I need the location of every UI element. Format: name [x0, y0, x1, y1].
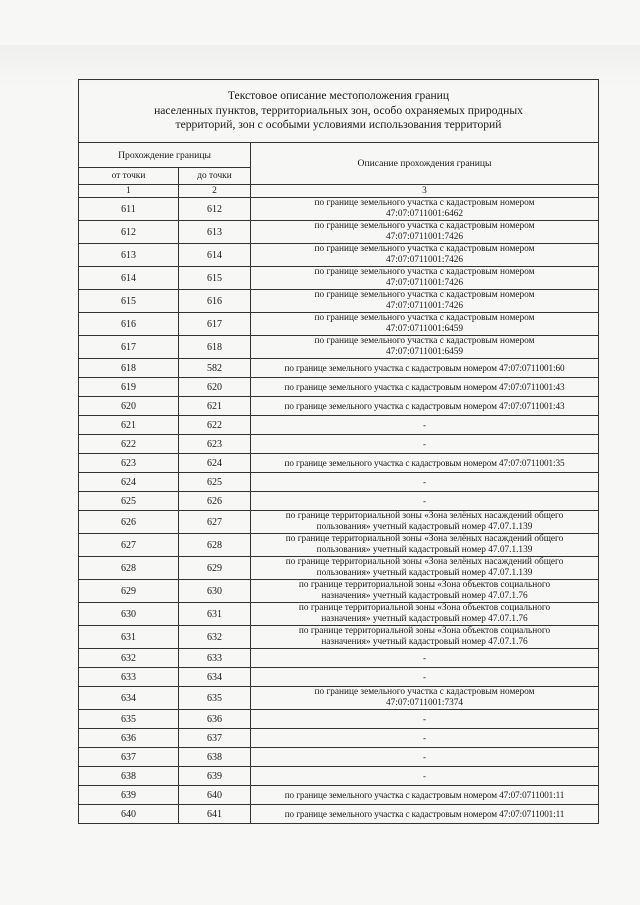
table-row — [79, 668, 599, 687]
table-row — [79, 267, 599, 290]
document-title — [79, 80, 599, 143]
table-row — [79, 221, 599, 244]
description-line: 47:07:0711001:7426 — [385, 232, 464, 242]
description-cell — [251, 313, 599, 336]
from-point-cell: 622 — [79, 435, 179, 454]
from-point-cell: 623 — [79, 454, 179, 473]
description-cell — [251, 557, 599, 580]
boundary-description-table — [78, 79, 599, 824]
description-cell — [251, 534, 599, 557]
column-number-1: 1 — [79, 185, 179, 198]
description-line: по границе земельного участка с кадастровым номером — [314, 198, 535, 209]
description-cell — [251, 786, 599, 805]
table-row — [79, 729, 599, 748]
from-point-cell: 630 — [79, 603, 179, 626]
description-line: - — [423, 732, 426, 743]
from-point-cell: 616 — [79, 313, 179, 336]
description-line: по границе территориальной зоны «Зона объектов социального — [298, 580, 551, 591]
description-line: по границе земельного участка с кадастровым номером — [314, 290, 535, 301]
description-cell — [251, 221, 599, 244]
from-point-cell: 638 — [79, 767, 179, 786]
description-line: - — [423, 770, 426, 781]
description-cell — [251, 267, 599, 290]
table-row — [79, 626, 599, 649]
description-cell — [251, 710, 599, 729]
table-row — [79, 767, 599, 786]
description-line: - — [423, 751, 426, 762]
to-point-cell: 620 — [179, 378, 251, 397]
table-row — [79, 649, 599, 668]
to-point-cell: 639 — [179, 767, 251, 786]
description-cell — [251, 729, 599, 748]
description-cell — [251, 336, 599, 359]
to-point-cell: 612 — [179, 198, 251, 221]
table-row — [79, 687, 599, 710]
from-point-cell: 615 — [79, 290, 179, 313]
description-line: по границе земельного участка с кадастровым номером — [314, 221, 535, 232]
to-point-cell: 625 — [179, 473, 251, 492]
description-line: 47:07:0711001:7426 — [385, 301, 464, 311]
description-line: 47:07:0711001:7374 — [385, 698, 464, 708]
from-point-cell: 640 — [79, 805, 179, 824]
from-point-cell: 621 — [79, 416, 179, 435]
description-cell — [251, 359, 599, 378]
from-point-cell: 613 — [79, 244, 179, 267]
table-row — [79, 435, 599, 454]
to-point-cell: 615 — [179, 267, 251, 290]
table-row — [79, 336, 599, 359]
from-point-cell: 620 — [79, 397, 179, 416]
table-row — [79, 416, 599, 435]
table-row — [79, 511, 599, 534]
description-line: 47:07:0711001:6462 — [385, 209, 464, 219]
to-point-cell: 641 — [179, 805, 251, 824]
description-line: пользования» учетный кадастровый номер 47.07.1.139 — [316, 568, 533, 578]
from-point-cell: 631 — [79, 626, 179, 649]
from-point-cell: 619 — [79, 378, 179, 397]
table-row — [79, 603, 599, 626]
description-line: по границе земельного участка с кадастровым номером 47:07:0711001:11 — [284, 808, 565, 819]
description-line: по границе земельного участка с кадастровым номером — [314, 687, 535, 698]
to-point-cell: 627 — [179, 511, 251, 534]
description-cell — [251, 378, 599, 397]
to-point-cell: 640 — [179, 786, 251, 805]
description-line: - — [423, 419, 426, 430]
title-line-2: населенных пунктов, территориальных зон, особо охраняемых природных — [154, 103, 523, 117]
description-line: по границе земельного участка с кадастровым номером — [314, 313, 535, 324]
description-cell — [251, 805, 599, 824]
description-line: по границе земельного участка с кадастровым номером 47:07:0711001:35 — [284, 457, 565, 468]
table-row — [79, 786, 599, 805]
table-row — [79, 748, 599, 767]
description-line: по границе земельного участка с кадастровым номером 47:07:0711001:43 — [284, 400, 565, 411]
table-row — [79, 710, 599, 729]
from-point-cell: 636 — [79, 729, 179, 748]
from-point-cell: 625 — [79, 492, 179, 511]
description-cell — [251, 580, 599, 603]
to-point-cell: 633 — [179, 649, 251, 668]
to-point-cell: 613 — [179, 221, 251, 244]
table-body — [79, 198, 599, 824]
to-point-cell: 623 — [179, 435, 251, 454]
description-line: по границе земельного участка с кадастровым номером — [314, 267, 535, 278]
description-line: назначения» учетный кадастровый номер 47.07.1.76 — [321, 614, 528, 624]
table-row — [79, 397, 599, 416]
description-line: - — [423, 671, 426, 682]
table-row — [79, 805, 599, 824]
from-point-cell: 627 — [79, 534, 179, 557]
from-point-cell: 633 — [79, 668, 179, 687]
description-cell — [251, 397, 599, 416]
to-point-cell: 617 — [179, 313, 251, 336]
description-line: по границе территориальной зоны «Зона зелёных насаждений общего — [285, 511, 564, 522]
from-point-cell: 612 — [79, 221, 179, 244]
to-point-cell: 628 — [179, 534, 251, 557]
to-point-cell: 637 — [179, 729, 251, 748]
table-row — [79, 534, 599, 557]
from-point-cell: 635 — [79, 710, 179, 729]
description-cell — [251, 290, 599, 313]
description-line: по границе территориальной зоны «Зона объектов социального — [298, 626, 551, 637]
to-point-cell: 631 — [179, 603, 251, 626]
table-row — [79, 290, 599, 313]
title-line-1: Текстовое описание местоположения границ — [227, 89, 450, 103]
description-line: 47:07:0711001:6459 — [385, 324, 464, 334]
from-point-cell: 637 — [79, 748, 179, 767]
description-cell — [251, 626, 599, 649]
description-line: - — [423, 713, 426, 724]
table-row — [79, 378, 599, 397]
description-line: - — [423, 495, 426, 506]
description-line: по границе территориальной зоны «Зона зелёных насаждений общего — [285, 534, 564, 545]
description-line: по границе земельного участка с кадастровым номером 47:07:0711001:60 — [284, 362, 565, 373]
header-to-point: до точки — [179, 168, 251, 185]
from-point-cell: 617 — [79, 336, 179, 359]
description-line: по границе территориальной зоны «Зона зелёных насаждений общего — [285, 557, 564, 568]
column-number-2: 2 — [179, 185, 251, 198]
from-point-cell: 624 — [79, 473, 179, 492]
description-line: по границе земельного участка с кадастровым номером 47:07:0711001:11 — [284, 789, 565, 800]
table-row — [79, 454, 599, 473]
description-line: по границе земельного участка с кадастровым номером 47:07:0711001:43 — [284, 381, 565, 392]
table-row — [79, 492, 599, 511]
to-point-cell: 624 — [179, 454, 251, 473]
table-row — [79, 198, 599, 221]
description-cell — [251, 767, 599, 786]
to-point-cell: 634 — [179, 668, 251, 687]
from-point-cell: 632 — [79, 649, 179, 668]
to-point-cell: 621 — [179, 397, 251, 416]
from-point-cell: 614 — [79, 267, 179, 290]
column-number-3: 3 — [251, 185, 599, 198]
to-point-cell: 626 — [179, 492, 251, 511]
from-point-cell: 626 — [79, 511, 179, 534]
description-cell — [251, 492, 599, 511]
to-point-cell: 622 — [179, 416, 251, 435]
description-cell — [251, 511, 599, 534]
header-passage: Прохождение границы — [79, 143, 251, 168]
to-point-cell: 632 — [179, 626, 251, 649]
description-line: по границе территориальной зоны «Зона объектов социального — [298, 603, 551, 614]
description-cell — [251, 244, 599, 267]
to-point-cell: 618 — [179, 336, 251, 359]
title-line-3: территорий, зон с особыми условиями использования территорий — [175, 118, 502, 132]
description-line: - — [423, 652, 426, 663]
description-line: по границе земельного участка с кадастровым номером — [314, 244, 535, 255]
from-point-cell: 634 — [79, 687, 179, 710]
description-line: назначения» учетный кадастровый номер 47.07.1.76 — [321, 591, 528, 601]
description-line: по границе земельного участка с кадастровым номером — [314, 336, 535, 347]
description-cell — [251, 668, 599, 687]
from-point-cell: 639 — [79, 786, 179, 805]
description-cell — [251, 687, 599, 710]
description-cell — [251, 454, 599, 473]
description-line: - — [423, 438, 426, 449]
description-line: - — [423, 476, 426, 487]
description-cell — [251, 649, 599, 668]
to-point-cell: 582 — [179, 359, 251, 378]
from-point-cell: 611 — [79, 198, 179, 221]
document-sheet — [78, 79, 598, 824]
to-point-cell: 635 — [179, 687, 251, 710]
to-point-cell: 636 — [179, 710, 251, 729]
header-from-point: от точки — [79, 168, 179, 185]
table-row — [79, 313, 599, 336]
table-row — [79, 359, 599, 378]
to-point-cell: 629 — [179, 557, 251, 580]
table-row — [79, 473, 599, 492]
description-line: 47:07:0711001:7426 — [385, 255, 464, 265]
to-point-cell: 638 — [179, 748, 251, 767]
header-description: Описание прохождения границы — [251, 143, 599, 185]
description-line: пользования» учетный кадастровый номер 47.07.1.139 — [316, 522, 533, 532]
table-row — [79, 557, 599, 580]
description-cell — [251, 473, 599, 492]
from-point-cell: 618 — [79, 359, 179, 378]
description-cell — [251, 416, 599, 435]
description-line: 47:07:0711001:7426 — [385, 278, 464, 288]
description-line: пользования» учетный кадастровый номер 47.07.1.139 — [316, 545, 533, 555]
table-row — [79, 244, 599, 267]
description-cell — [251, 435, 599, 454]
to-point-cell: 616 — [179, 290, 251, 313]
from-point-cell: 628 — [79, 557, 179, 580]
description-cell — [251, 748, 599, 767]
to-point-cell: 630 — [179, 580, 251, 603]
to-point-cell: 614 — [179, 244, 251, 267]
description-line: 47:07:0711001:6459 — [385, 347, 464, 357]
table-row — [79, 580, 599, 603]
from-point-cell: 629 — [79, 580, 179, 603]
description-cell — [251, 603, 599, 626]
description-cell — [251, 198, 599, 221]
description-line: назначения» учетный кадастровый номер 47.07.1.76 — [321, 637, 528, 647]
